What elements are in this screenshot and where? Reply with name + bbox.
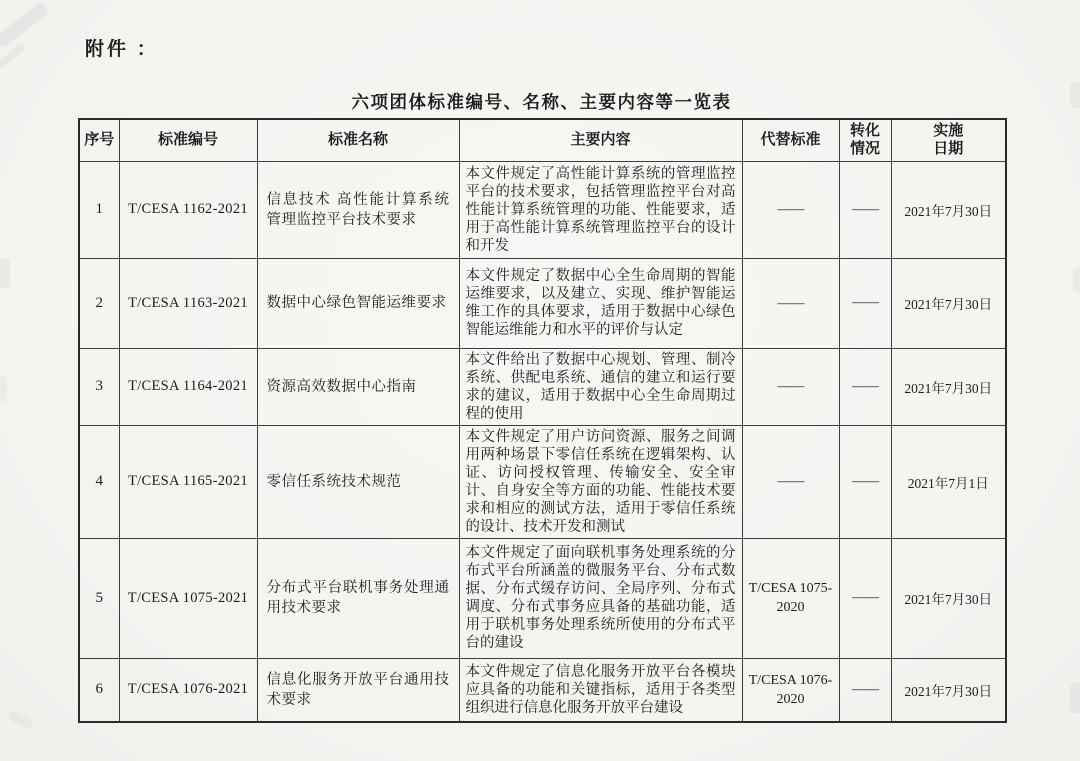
- replaces-value: ——: [777, 379, 804, 394]
- header-date-label: 实施日期: [933, 123, 964, 158]
- scan-artifact: [0, 376, 7, 402]
- header-name: 标准名称: [257, 119, 459, 161]
- cell-no: 5: [79, 538, 119, 658]
- conversion-value: ——: [852, 295, 878, 310]
- table-body: [79, 161, 1006, 722]
- header-conversion-label: 转化情况: [849, 123, 880, 158]
- replaces-value: ——: [777, 474, 804, 489]
- cell-name: 数据中心绿色智能运维要求: [257, 258, 459, 348]
- scan-artifact: [1070, 683, 1080, 713]
- cell-name: 分布式平台联机事务处理通用技术要求: [257, 538, 459, 658]
- header-content: 主要内容: [459, 119, 742, 161]
- scan-artifact: [0, 42, 27, 70]
- conversion-value: ——: [852, 590, 878, 605]
- scan-artifact: [1070, 82, 1080, 108]
- header-replaces: 代替标准: [742, 119, 839, 161]
- cell-code: T/CESA 1076-2021: [119, 658, 257, 722]
- cell-date: 2021年7月30日: [891, 258, 1006, 348]
- attachment-label: 附件 ：: [85, 39, 159, 60]
- cell-date: 2021年7月30日: [891, 161, 1006, 258]
- conversion-value: ——: [852, 473, 878, 489]
- cell-no: 1: [79, 161, 119, 258]
- cell-no: 4: [79, 425, 119, 538]
- cell-date: 2021年7月30日: [891, 658, 1006, 722]
- scan-artifact: [0, 1, 50, 49]
- cell-code: T/CESA 1165-2021: [119, 425, 257, 538]
- cell-replaces: T/CESA 1075-2020: [742, 538, 839, 658]
- table-header: [79, 119, 1006, 161]
- cell-no: 3: [79, 348, 119, 425]
- replaces-value: ——: [777, 295, 804, 311]
- cell-conversion: [839, 161, 891, 258]
- conversion-value: ——: [852, 681, 878, 697]
- cell-conversion: [839, 258, 891, 348]
- conversion-value: ——: [852, 201, 878, 217]
- cell-content: 本文件规定了数据中心全生命周期的智能运维要求，以及建立、实现、维护智能运维工作的具体要求，适用于数据中心绿色智能运维能力和水平的评价与认定: [459, 258, 742, 348]
- header-conversion: [839, 119, 891, 161]
- cell-conversion: [839, 348, 891, 425]
- cell-no: 6: [79, 658, 119, 722]
- cell-name: 信息化服务开放平台通用技术要求: [257, 658, 459, 722]
- scan-artifact: [0, 258, 10, 288]
- scan-artifact: [7, 710, 35, 730]
- header-date: [891, 119, 1006, 161]
- table-row: [79, 658, 1006, 722]
- table-row: [79, 538, 1006, 658]
- cell-content: 本文件规定了面向联机事务处理系统的分布式平台所涵盖的微服务平台、分布式数据、分布式缓存访问、全局序列、分布式调度、分布式事务应具备的基础功能，适用于联机事务处理系统所使用的分布式平台的建设: [459, 538, 742, 658]
- cell-name: 资源高效数据中心指南: [257, 348, 459, 425]
- cell-code: T/CESA 1162-2021: [119, 161, 257, 258]
- cell-replaces: [742, 161, 839, 258]
- page-title: 六项团体标准编号、名称、主要内容等一览表: [351, 92, 732, 112]
- cell-name: 零信任系统技术规范: [257, 425, 459, 538]
- cell-code: T/CESA 1163-2021: [119, 258, 257, 348]
- cell-conversion: [839, 538, 891, 658]
- cell-code: T/CESA 1164-2021: [119, 348, 257, 425]
- cell-replaces: [742, 258, 839, 348]
- cell-name: 信息技术 高性能计算系统管理监控平台技术要求: [257, 161, 459, 258]
- table-row: [79, 258, 1006, 348]
- cell-date: 2021年7月30日: [891, 538, 1006, 658]
- scan-artifact: [1073, 268, 1080, 292]
- table-row: [79, 348, 1006, 425]
- header-no: 序号: [79, 119, 119, 161]
- standards-table: [78, 118, 1007, 723]
- cell-date: 2021年7月30日: [891, 348, 1006, 425]
- cell-replaces: T/CESA 1076-2020: [742, 658, 839, 722]
- replaces-value: ——: [777, 202, 804, 217]
- cell-content: 本文件规定了高性能计算系统的管理监控平台的技术要求，包括管理监控平台对高性能计算系统管理的功能、性能要求，适用于高性能计算系统管理监控平台的设计和开发: [459, 161, 742, 258]
- cell-content: 本文件规定了信息化服务开放平台各模块应具备的功能和关键指标，适用于各类型组织进行信息化服务开放平台建设: [459, 658, 742, 722]
- cell-code: T/CESA 1075-2021: [119, 538, 257, 658]
- cell-conversion: [839, 658, 891, 722]
- header-row: [79, 119, 1006, 161]
- conversion-value: ——: [852, 378, 878, 394]
- cell-date: 2021年7月1日: [891, 425, 1006, 538]
- cell-replaces: [742, 425, 839, 538]
- cell-content: 本文件给出了数据中心规划、管理、制冷系统、供配电系统、通信的建立和运行要求的建议，适用于数据中心全生命周期过程的使用: [459, 348, 742, 425]
- cell-content: 本文件规定了用户访问资源、服务之间调用两种场景下零信任系统在逻辑架构、认证、访问授权管理、传输安全、安全审计、自身安全等方面的功能、性能技术要求和相应的测试方法，适用于零信任系统的设计、技术开发和测试: [459, 425, 742, 538]
- cell-conversion: [839, 425, 891, 538]
- header-code: 标准编号: [119, 119, 257, 161]
- table-row: [79, 425, 1006, 538]
- cell-no: 2: [79, 258, 119, 348]
- table-row: [79, 161, 1006, 258]
- cell-replaces: [742, 348, 839, 425]
